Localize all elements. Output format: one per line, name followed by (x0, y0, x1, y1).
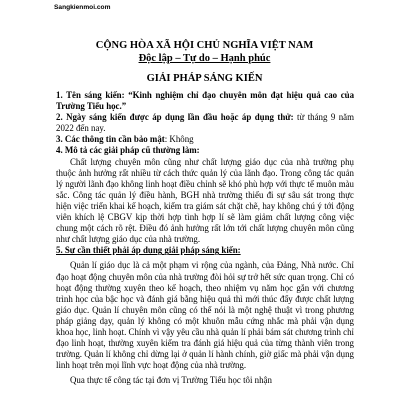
section-5-label: 5. Sự cần thiết phải áp dụng giải pháp sáng kiến: (56, 245, 241, 256)
section-4-heading (56, 145, 354, 156)
motto-heading (0, 53, 409, 64)
section-4-paragraph: Chất lượng chuyên môn cũng như chất lượng giáo dục của nhà trường phụ thuộc ảnh hưởng rất nhiều từ cách thức quản lý của lãnh đạo. Trong công tác quản lý người lãnh đạo không linh hoạt điều chỉnh sẽ khó phù hợp với thực tế muôn màu sắc. Công tác quản lý điều hành, BGH nhà trường thiếu đi sự sâu sát trong thực hiện việc triển khai kế hoạch, kiểm tra giám sát chặt chẽ, hay không chú ý tới động viên khích lệ CBGV kịp thời hợp tình hợp lí sẽ làm giảm chất lượng công việc chung một cách rõ rệt. Điều đó ảnh hưởng rất lớn tới chất lượng chuyên môn cũng như chất lượng giáo dục của nhà trường. (56, 156, 354, 245)
section-3-label: 3. Các thông tin cần bảo mật (56, 134, 165, 145)
section-2-label: 2. Ngày sáng kiến được áp dụng lần đầu hoặc áp dụng thử: (56, 112, 294, 123)
section-1-label: 1. Tên sáng kiến: (56, 90, 125, 100)
section-3 (56, 134, 354, 145)
section-5-paragraph: Quản lí giáo dục là cả một phạm vi rộng của ngành, của Đảng, Nhà nước. Chỉ đạo hoạt động chuyên môn của nhà trường đòi hỏi sự trở hết sức quan trọng. Chỉ có hoạt động thường xuyên theo kế hoạch, theo nhiệm vụ năm học gắn với chương trình học của bậc học và đánh giá bằng hiệu quả thì mới thúc đẩy được chất lượng giáo dục. Quản lí chuyên môn cũng có thể nói là một nghệ thuật vì trong phương pháp giảng dạy, quản lý không có một khuôn mẫu cứng nhắc mà phải vận dụng khoa học, linh hoạt. Chính vì vậy yêu cầu nhà quản lí phải bám sát chương trình chỉ đạo linh hoạt, thường xuyên kiểm tra đánh giá hiệu quả của từng thành viên trong trường. Quản lí không chỉ dừng lại ở quản lí hành chính, giờ giấc mà phải vận dụng linh hoạt trên mọi lĩnh vực hoạt động của nhà trường. (56, 260, 354, 371)
motto-text: Độc lập – Tự do – Hạnh phúc (138, 53, 271, 64)
site-watermark: Sangkienmoi.com (54, 4, 111, 11)
section-4-label: 4. Mô tả các giải pháp cũ thường làm: (56, 145, 200, 156)
document-title: GIẢI PHÁP SÁNG KIẾN (146, 73, 263, 84)
closing-line: Qua thực tế công tác tại đơn vị Trường Tiểu học tôi nhận (70, 375, 272, 386)
section-1 (56, 90, 354, 112)
section-5-heading (56, 245, 354, 256)
section-3-value: : Không (164, 134, 194, 145)
section-2 (56, 112, 354, 134)
nation-heading: CỘNG HÒA XÃ HỘI CHỦ NGHĨA VIỆT NAM (95, 40, 314, 51)
section-2-value: từ tháng 9 năm 2022 đến nay. (56, 112, 354, 134)
document-body (56, 90, 354, 386)
section-1-value: “Kinh nghiệm chỉ đạo chuyên môn đạt hiệu quả cao của Trường Tiểu học.” (56, 90, 355, 112)
